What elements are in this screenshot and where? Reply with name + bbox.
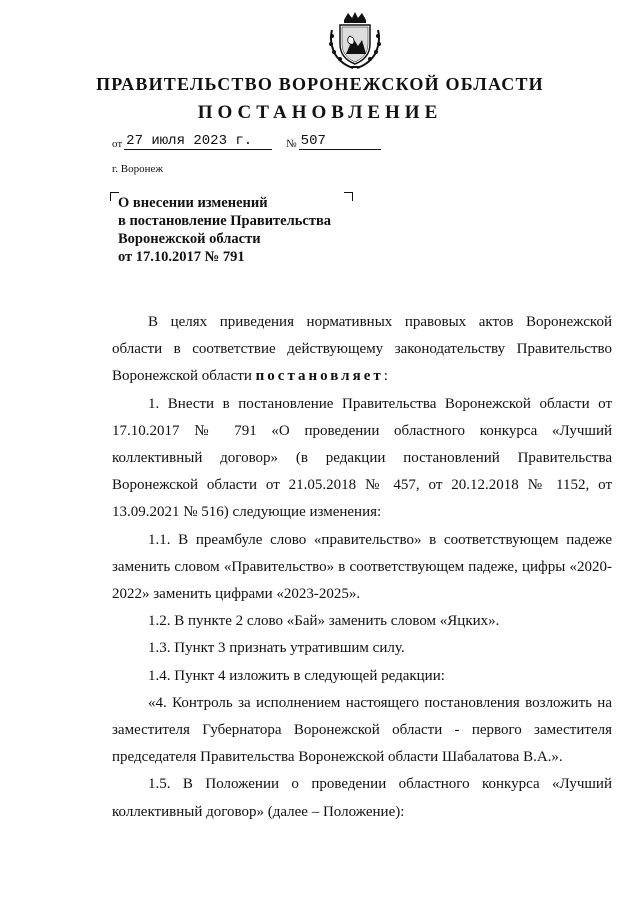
paragraph-1-2: 1.2. В пункте 2 слово «Бай» заменить словом «Яцких».	[148, 613, 500, 630]
paragraph-1-5: 1.5. В Положении о проведении областного конкурса «Лучший коллективный договор» (далее – Положение):	[112, 776, 612, 820]
paragraph-1-4: 1.4. Пункт 4 изложить в следующей редакции:	[148, 667, 445, 684]
document-subject	[118, 194, 378, 266]
paragraph-1-4-quote: «4. Контроль за исполнением настоящего постановления возложить на заместителя Губернатора Воронежской области - первого заместителя председателя Правительства Воронежской области Шабалатова В.А.».	[112, 694, 612, 766]
paragraph-1: 1. Внести в постановление Правительства Воронежской области от 17.10.2017 № 791 «О проведении областного конкурса «Лучший коллективный договор» (в редакции постановлений Правительства Воронежской области от 21.05.2018 № 457, от 20.12.2018 № 1152, от 13.09.2021 № 516) следующие изменения:	[112, 395, 612, 521]
document-type-title: ПОСТАНОВЛЕНИЕ	[197, 102, 443, 123]
city-label: г. Воронеж	[112, 163, 163, 175]
paragraph-1-1: 1.1. В преамбуле слово «правительство» в соответствующем падеже заменить словом «Правительство» в соответствующем падеже, цифры «2020-2022» заменить цифрами «2023-2025».	[112, 531, 612, 603]
subject-line: Воронежской области	[118, 231, 261, 247]
preamble-paragraph	[112, 309, 612, 391]
paragraph-1-3: 1.3. Пункт 3 признать утратившим силу.	[148, 640, 405, 657]
date-number-line	[112, 133, 381, 153]
document-date: 27 июля 2023 г.	[124, 133, 272, 150]
document-number: 507	[299, 133, 381, 150]
document-body	[112, 309, 612, 826]
resolves-word: постановляет	[255, 368, 384, 385]
number-prefix: №	[286, 138, 297, 150]
resolves-tail: :	[383, 368, 388, 385]
date-prefix: от	[112, 138, 123, 150]
subject-line: от 17.10.2017 № 791	[118, 249, 245, 265]
preamble-text: В целях приведения нормативных правовых актов Воронежской области в соответствие действующему законодательству Правительство Воронежской области	[112, 314, 612, 385]
subject-line: О внесении изменений	[118, 195, 268, 211]
org-title: ПРАВИТЕЛЬСТВО ВОРОНЕЖСКОЙ ОБЛАСТИ	[96, 74, 544, 94]
subject-line: в постановление Правительства	[118, 213, 332, 229]
coat-of-arms-icon	[326, 10, 384, 70]
